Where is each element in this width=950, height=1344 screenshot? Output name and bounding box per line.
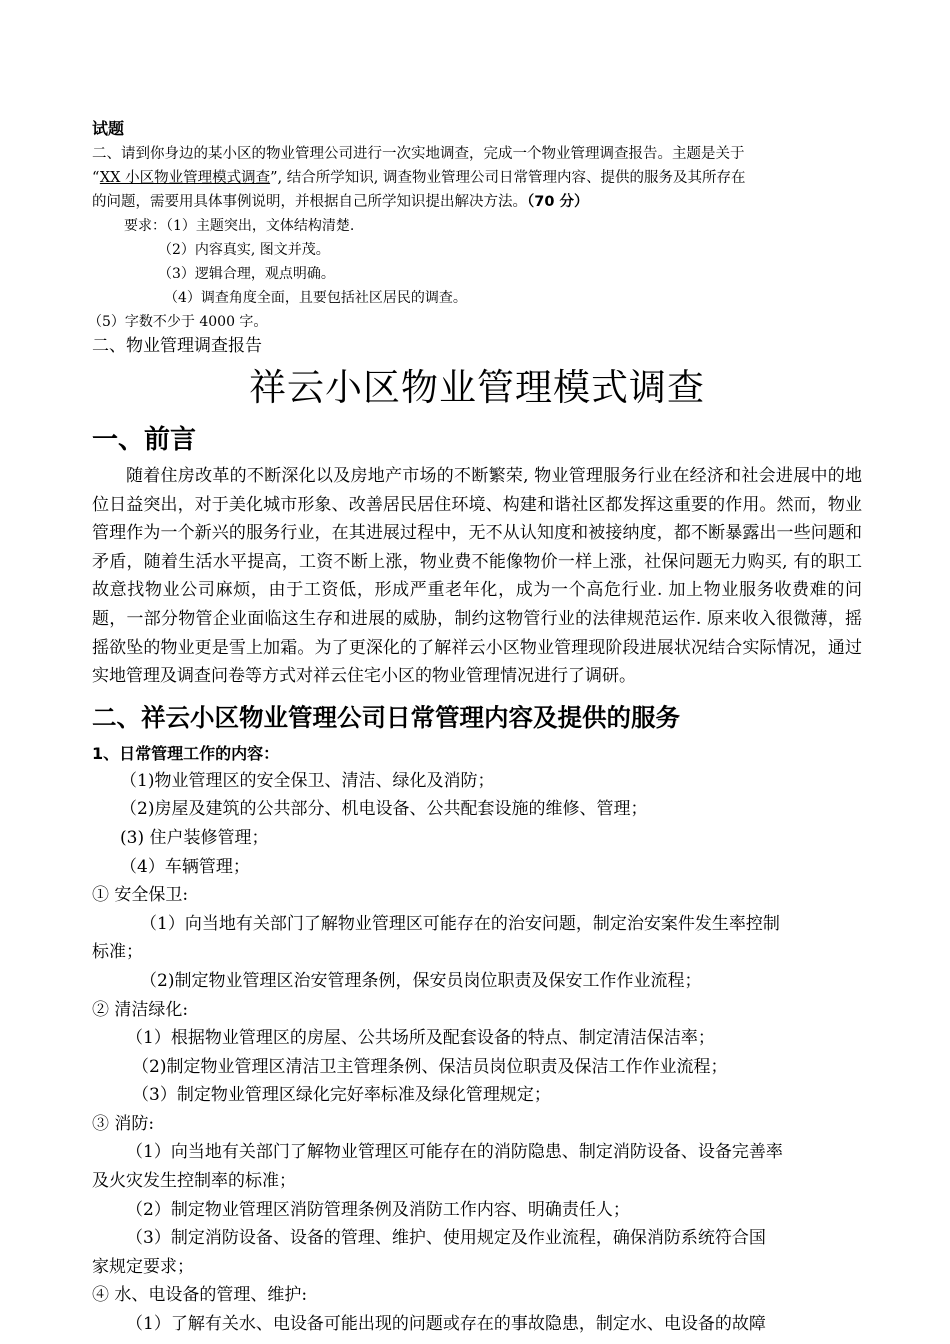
question-topic: XX 小区物业管理模式调查 (99, 170, 271, 186)
section-1-paragraph: 随着住房改革的不断深化以及房地产市场的不断繁荣, 物业管理服务行业在经济和社会进展中的地位日益突出，对于美化城市形象、改善居民居住环境、构建和谐社区都发挥这重要的作用。然而，物业管理作为一个新兴的服务行业，在其进展过程中，无不从认知度和被接纳度，都不断暴露出一些问题和矛盾，随着生活水平提高，工资不断上涨，物业费不能像物价一样上涨，社保问题无力购买, 有的职工故意找物业公司麻烦，由于工资低，形成严重老年化，成为一个高危行业. 加上物业服务收费难的问题，一部分物管企业面临这生存和进展的威胁，制约这物管行业的法律规范运作. 原来收入很微薄，摇摇欲坠的物业更是雪上加霜。为了更深化的了解祥云小区物业管理现阶段进展状况结合实际情况，通过实地管理及调查问卷等方式对祥云住宅小区的物业管理情况进行了调研。 (92, 466, 862, 687)
section-2-heading: 二、祥云小区物业管理公司日常管理内容及提供的服务 (92, 702, 680, 732)
fire-item-3: （3）制定消防设备、设备的管理、维护、使用规定及作业流程，确保消防系统符合国 (126, 1228, 766, 1249)
list-item: （4）车辆管理； (120, 856, 250, 877)
list-item: (3) 住户装修管理； (120, 827, 269, 848)
clean-item-1: （1）根据物业管理区的房屋、公共场所及配套设备的特点、制定清洁保洁率； (126, 1028, 715, 1049)
requirement-3: （3）逻辑合理，观点明确。 (158, 266, 335, 282)
question-line-3 (92, 190, 862, 214)
document-page (88, 112, 862, 1339)
security-item-1: （1）向当地有关部门了解物业管理区可能存在的治安问题，制定治安案件发生率控制 (140, 913, 780, 934)
question-line-1 (92, 142, 862, 166)
fire-item-2: （2）制定物业管理区消防管理条例及消防工作内容、明确责任人； (126, 1199, 630, 1220)
fire-heading: ③ 消防: (92, 1113, 155, 1134)
requirement-5: （5）字数不少于 4000 字。 (88, 314, 268, 330)
requirement-1: 要求：（1）主题突出，文体结构清楚. (124, 218, 355, 234)
water-item-1: （1）了解有关水、电设备可能出现的问题或存在的事故隐患，制定水、电设备的故障 (126, 1314, 766, 1335)
security-item-1-cont: 标准； (92, 942, 143, 963)
clean-item-3: （3）制定物业管理区绿化完好率标准及绿化管理规定； (132, 1085, 551, 1106)
question-line-2 (92, 166, 862, 190)
exam-title: 试题 (92, 119, 125, 138)
list-item: （1)物业管理区的安全保卫、清洁、绿化及消防； (120, 770, 495, 791)
security-heading: ① 安全保卫: (92, 885, 189, 906)
fire-item-3-cont: 家规定要求； (92, 1256, 194, 1277)
section-1-heading: 一、前言 (92, 425, 197, 455)
clean-item-2: （2)制定物业管理区清洁卫主管理条例、保洁员岗位职责及保洁工作作业流程； (132, 1056, 728, 1077)
list-item: （2)房屋及建筑的公共部分、机电设备、公共配套设施的维修、管理； (120, 799, 648, 820)
fire-item-1-cont: 及火灾发生控制率的标准； (92, 1171, 296, 1192)
report-subtitle: 二、物业管理调查报告 (92, 336, 262, 356)
fire-item-1: （1）向当地有关部门了解物业管理区可能存在的消防隐患、制定消防设备、设备完善率 (126, 1142, 783, 1163)
question-rest: ”, 结合所学知识, 调查物业管理公司日常管理内容、提供的服务及其所存在 (270, 170, 746, 186)
section-2-1-heading: 1、日常管理工作的内容： (92, 743, 280, 763)
requirement-4: （4）调查角度全面，且要包括社区居民的调查。 (164, 290, 467, 306)
report-title: 祥云小区物业管理模式调查 (249, 366, 705, 409)
question-line-3-text: 的问题，需要用具体事例说明，并根据自己所学知识提出解决方法。 (92, 194, 527, 210)
water-heading: ④ 水、电设备的管理、维护: (92, 1285, 308, 1306)
quote-open: “ (92, 170, 100, 186)
clean-heading: ② 清洁绿化: (92, 999, 189, 1020)
security-item-2: （2)制定物业管理区治安管理条例，保安员岗位职责及保安工作作业流程； (140, 970, 702, 991)
requirement-2: （2）内容真实, 图文并茂。 (158, 242, 330, 258)
question-score: （70 分） (527, 194, 589, 210)
question-prefix: 二、请到你身边的某小区的物业管理公司进行一次实地调查，完成一个物业管理调查报告。主题是关于 (92, 146, 745, 162)
